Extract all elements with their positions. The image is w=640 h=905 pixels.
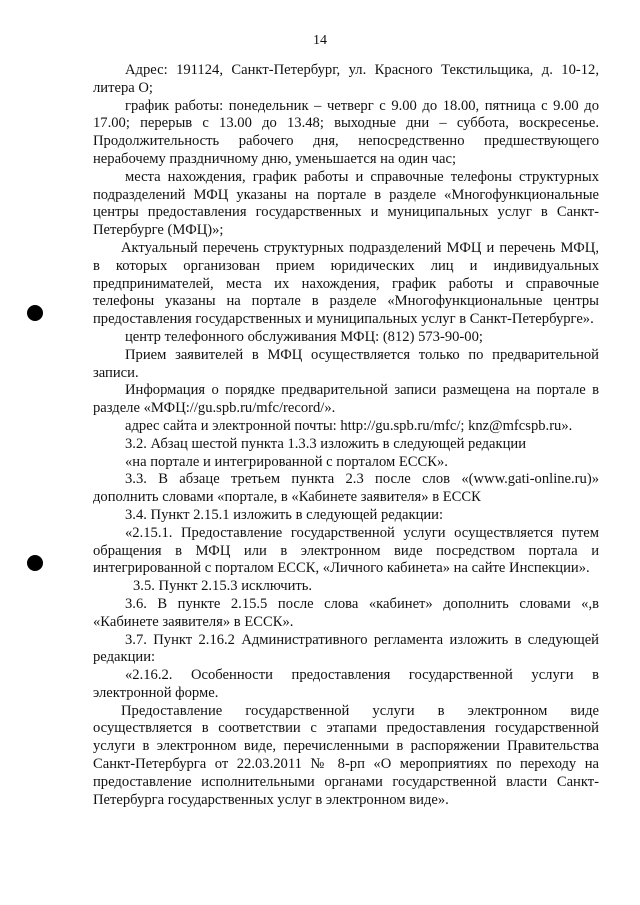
punch-hole-mark	[27, 555, 43, 571]
paragraph: Актуальный перечень структурных подразделений МФЦ и перечень МФЦ, в которых организован прием юридических лиц и индивидуальных предпринимателей, места их нахождения, график работы и справочные телефоны указаны на портале в разделе «Многофункциональные центры предоставления государственных и муниципальных услуг в Санкт-Петербурге».	[93, 239, 599, 328]
paragraph: 3.4. Пункт 2.15.1 изложить в следующей редакции:	[125, 506, 444, 523]
paragraph: 3.5. Пункт 2.15.3 исключить.	[133, 578, 313, 595]
paragraph: «на портале и интегрированной с порталом ЕССК».	[125, 453, 448, 470]
paragraph: Предоставление государственной услуги в электронном виде осуществляется в соответствии с этапами предоставления государственной услуги в электронном виде, перечисленными в распоряжении Правительства Санкт-Петербурга от 22.03.2011 № 8-рп «О мероприятиях по переходу на предоставление исполнительными органами государственной власти Санкт-Петербурга государственных услуг в электронном виде».	[93, 702, 599, 808]
paragraph: места нахождения, график работы и справочные телефоны структурных подразделений МФЦ указаны на портале в разделе «Многофункциональные центры предоставления государственных и муниципальных услуг в Санкт-Петербурге (МФЦ)»;	[93, 168, 599, 239]
paragraph: «2.15.1. Предоставление государственной услуги осуществляется путем обращения в МФЦ или в электронном виде посредством портала и интегрированной с порталом ЕССК, «Личного кабинета» на сайте Инспекции».	[93, 524, 599, 577]
paragraph: 3.2. Абзац шестой пункта 1.3.3 изложить в следующей редакции	[125, 435, 527, 452]
paragraph: 3.6. В пункте 2.15.5 после слова «кабинет» дополнить словами «,в «Кабинете заявителя» в ЕССК».	[93, 595, 599, 630]
paragraph: центр телефонного обслуживания МФЦ: (812) 573-90-00;	[125, 328, 483, 345]
page-number: 14	[313, 33, 327, 48]
paragraph: Информация о порядке предварительной записи размещена на портале в разделе «МФЦ://gu.spb.ru/mfc/record/».	[93, 382, 599, 417]
paragraph: Прием заявителей в МФЦ осуществляется только по предварительной записи.	[93, 346, 599, 381]
paragraph: 3.3. В абзаце третьем пункта 2.3 после слов «(www.gati-online.ru)» дополнить словами «портале, в «Кабинете заявителя» в ЕССК	[93, 471, 599, 506]
punch-hole-mark	[27, 305, 43, 321]
paragraph: «2.16.2. Особенности предоставления государственной услуги в электронной форме.	[93, 667, 599, 701]
document-body	[93, 62, 599, 809]
paragraph: адрес сайта и электронной почты: http://gu.spb.ru/mfc/; knz@mfcspb.ru».	[125, 417, 573, 434]
paragraph: Адрес: 191124, Санкт-Петербург, ул. Красного Текстильщика, д. 10-12, литера О;	[93, 62, 599, 96]
paragraph: график работы: понедельник – четверг с 9.00 до 18.00, пятница с 9.00 до 17.00; перерыв с 13.00 до 13.48; выходные дни – суббота, воскресенье. Продолжительность рабочего дня, непосредственно предшествующего нерабочему праздничному дню, уменьшается на один час;	[93, 97, 599, 167]
paragraph: 3.7. Пункт 2.16.2 Административного регламента изложить в следующей редакции:	[93, 631, 599, 666]
